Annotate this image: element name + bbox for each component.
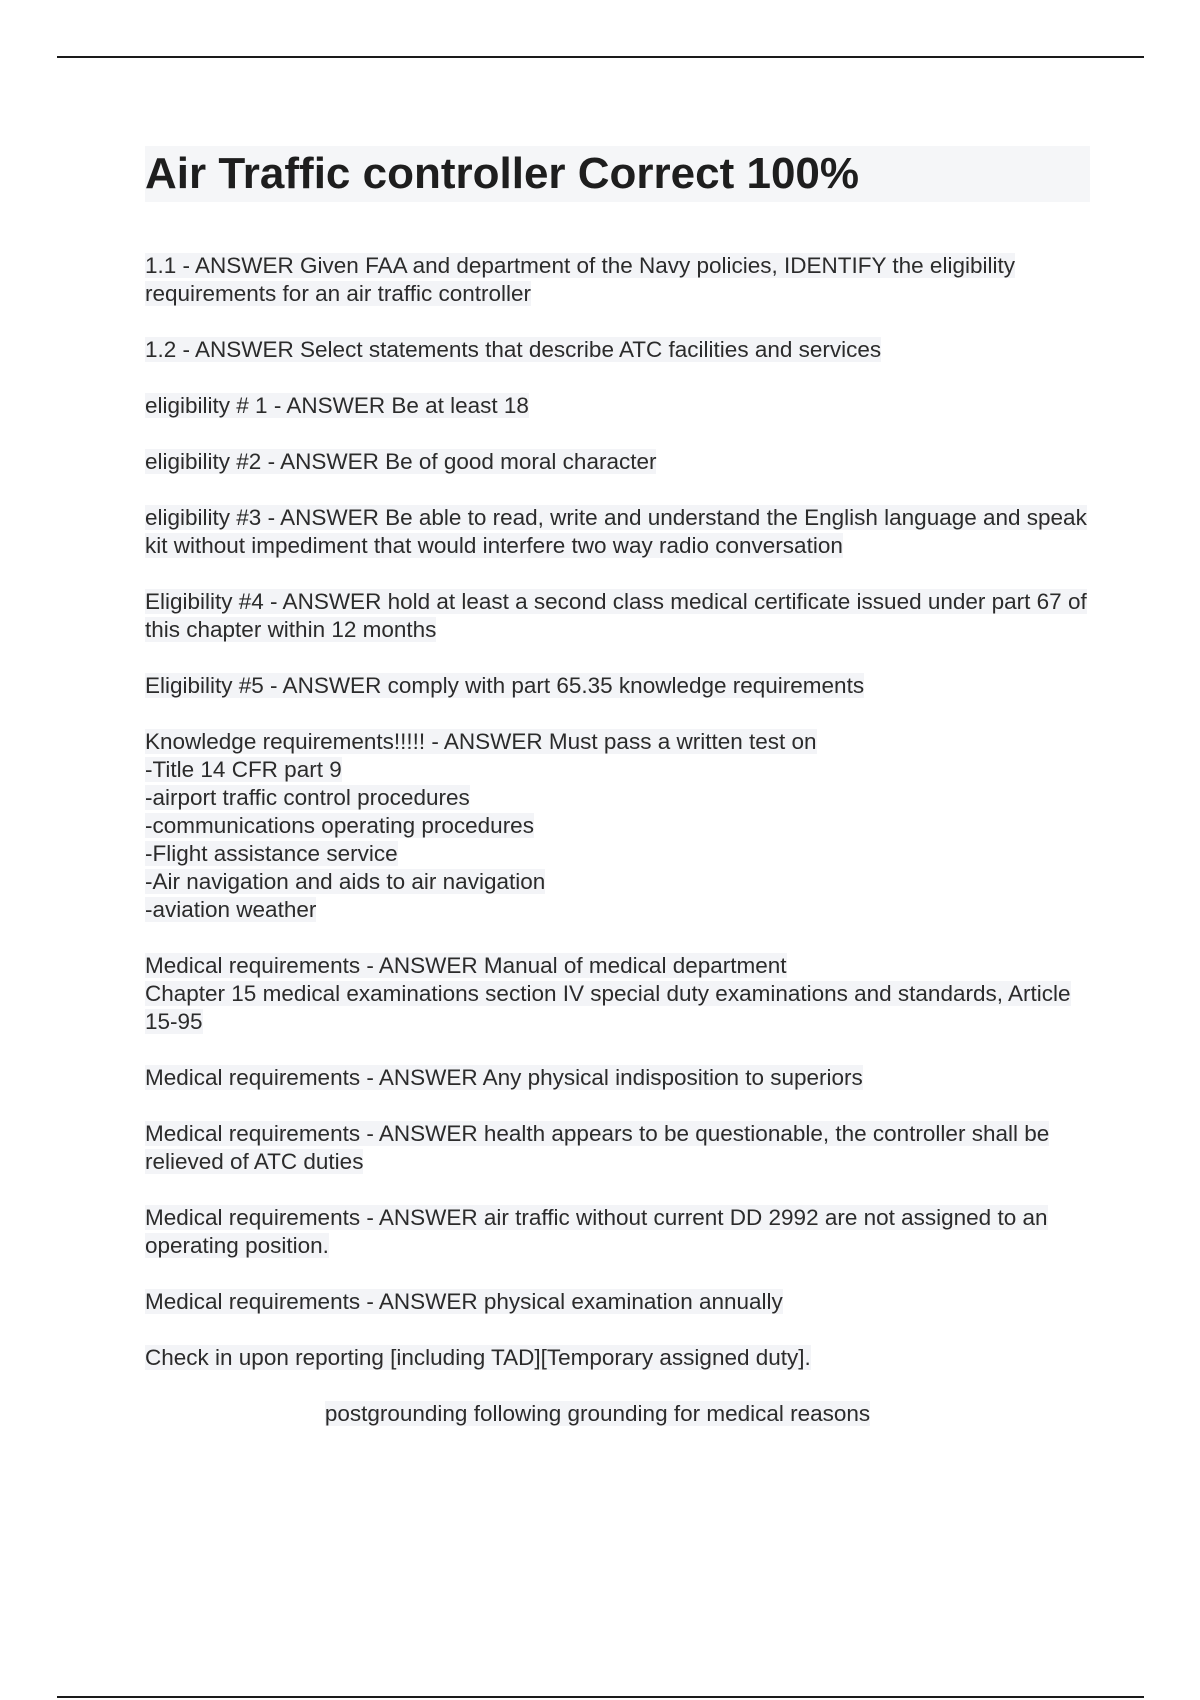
qa-text: eligibility #2 - ANSWER Be of good moral character [145, 449, 657, 474]
page-title: Air Traffic controller Correct 100% [145, 149, 860, 198]
qa-item [145, 252, 1090, 308]
top-divider [57, 56, 1144, 58]
qa-item [145, 392, 1090, 420]
qa-text: Check in upon reporting [including TAD][Temporary assigned duty]. [145, 1345, 811, 1370]
qa-item [145, 504, 1090, 560]
qa-text: Medical requirements - ANSWER physical examination annually [145, 1289, 783, 1314]
qa-item [145, 336, 1090, 364]
qa-item [145, 448, 1090, 476]
qa-item [145, 728, 1090, 924]
qa-text: Knowledge requirements!!!!! - ANSWER Must pass a written test on -Title 14 CFR part 9 -airport traffic control procedures -communications operating procedures -Flight assistance service -Air navigation and aids to air navigation -aviation weather [145, 729, 817, 922]
title-band [145, 146, 1090, 202]
bottom-divider [57, 1696, 1144, 1698]
qa-item [145, 952, 1090, 1036]
qa-item [145, 1064, 1090, 1092]
qa-text: Medical requirements - ANSWER air traffic without current DD 2992 are not assigned to an operating position. [145, 1205, 1048, 1258]
qa-text: postgrounding following grounding for medical reasons [324, 1401, 871, 1426]
qa-item [145, 1400, 1090, 1428]
qa-text: Eligibility #5 - ANSWER comply with part 65.35 knowledge requirements [145, 673, 865, 698]
qa-item [145, 1288, 1090, 1316]
qa-text: Eligibility #4 - ANSWER hold at least a second class medical certificate issued under part 67 of this chapter within 12 months [145, 589, 1087, 642]
qa-item [145, 672, 1090, 700]
qa-item [145, 1204, 1090, 1260]
qa-item [145, 1344, 1090, 1372]
qa-list [145, 252, 1090, 1428]
qa-item [145, 588, 1090, 644]
qa-text: 1.2 - ANSWER Select statements that describe ATC facilities and services [145, 337, 882, 362]
document-body [145, 146, 1090, 1456]
qa-text: eligibility #3 - ANSWER Be able to read, write and understand the English language and speak kit without impediment that would interfere two way radio conversation [145, 505, 1087, 558]
qa-text: Medical requirements - ANSWER Manual of medical department Chapter 15 medical examinations section IV special duty examinations and standards, Article 15-95 [145, 953, 1071, 1034]
qa-item [145, 1120, 1090, 1176]
qa-text: eligibility # 1 - ANSWER Be at least 18 [145, 393, 529, 418]
qa-text: Medical requirements - ANSWER Any physical indisposition to superiors [145, 1065, 863, 1090]
qa-text: Medical requirements - ANSWER health appears to be questionable, the controller shall be relieved of ATC duties [145, 1121, 1050, 1174]
qa-text: 1.1 - ANSWER Given FAA and department of the Navy policies, IDENTIFY the eligibility requirements for an air traffic controller [145, 253, 1015, 306]
